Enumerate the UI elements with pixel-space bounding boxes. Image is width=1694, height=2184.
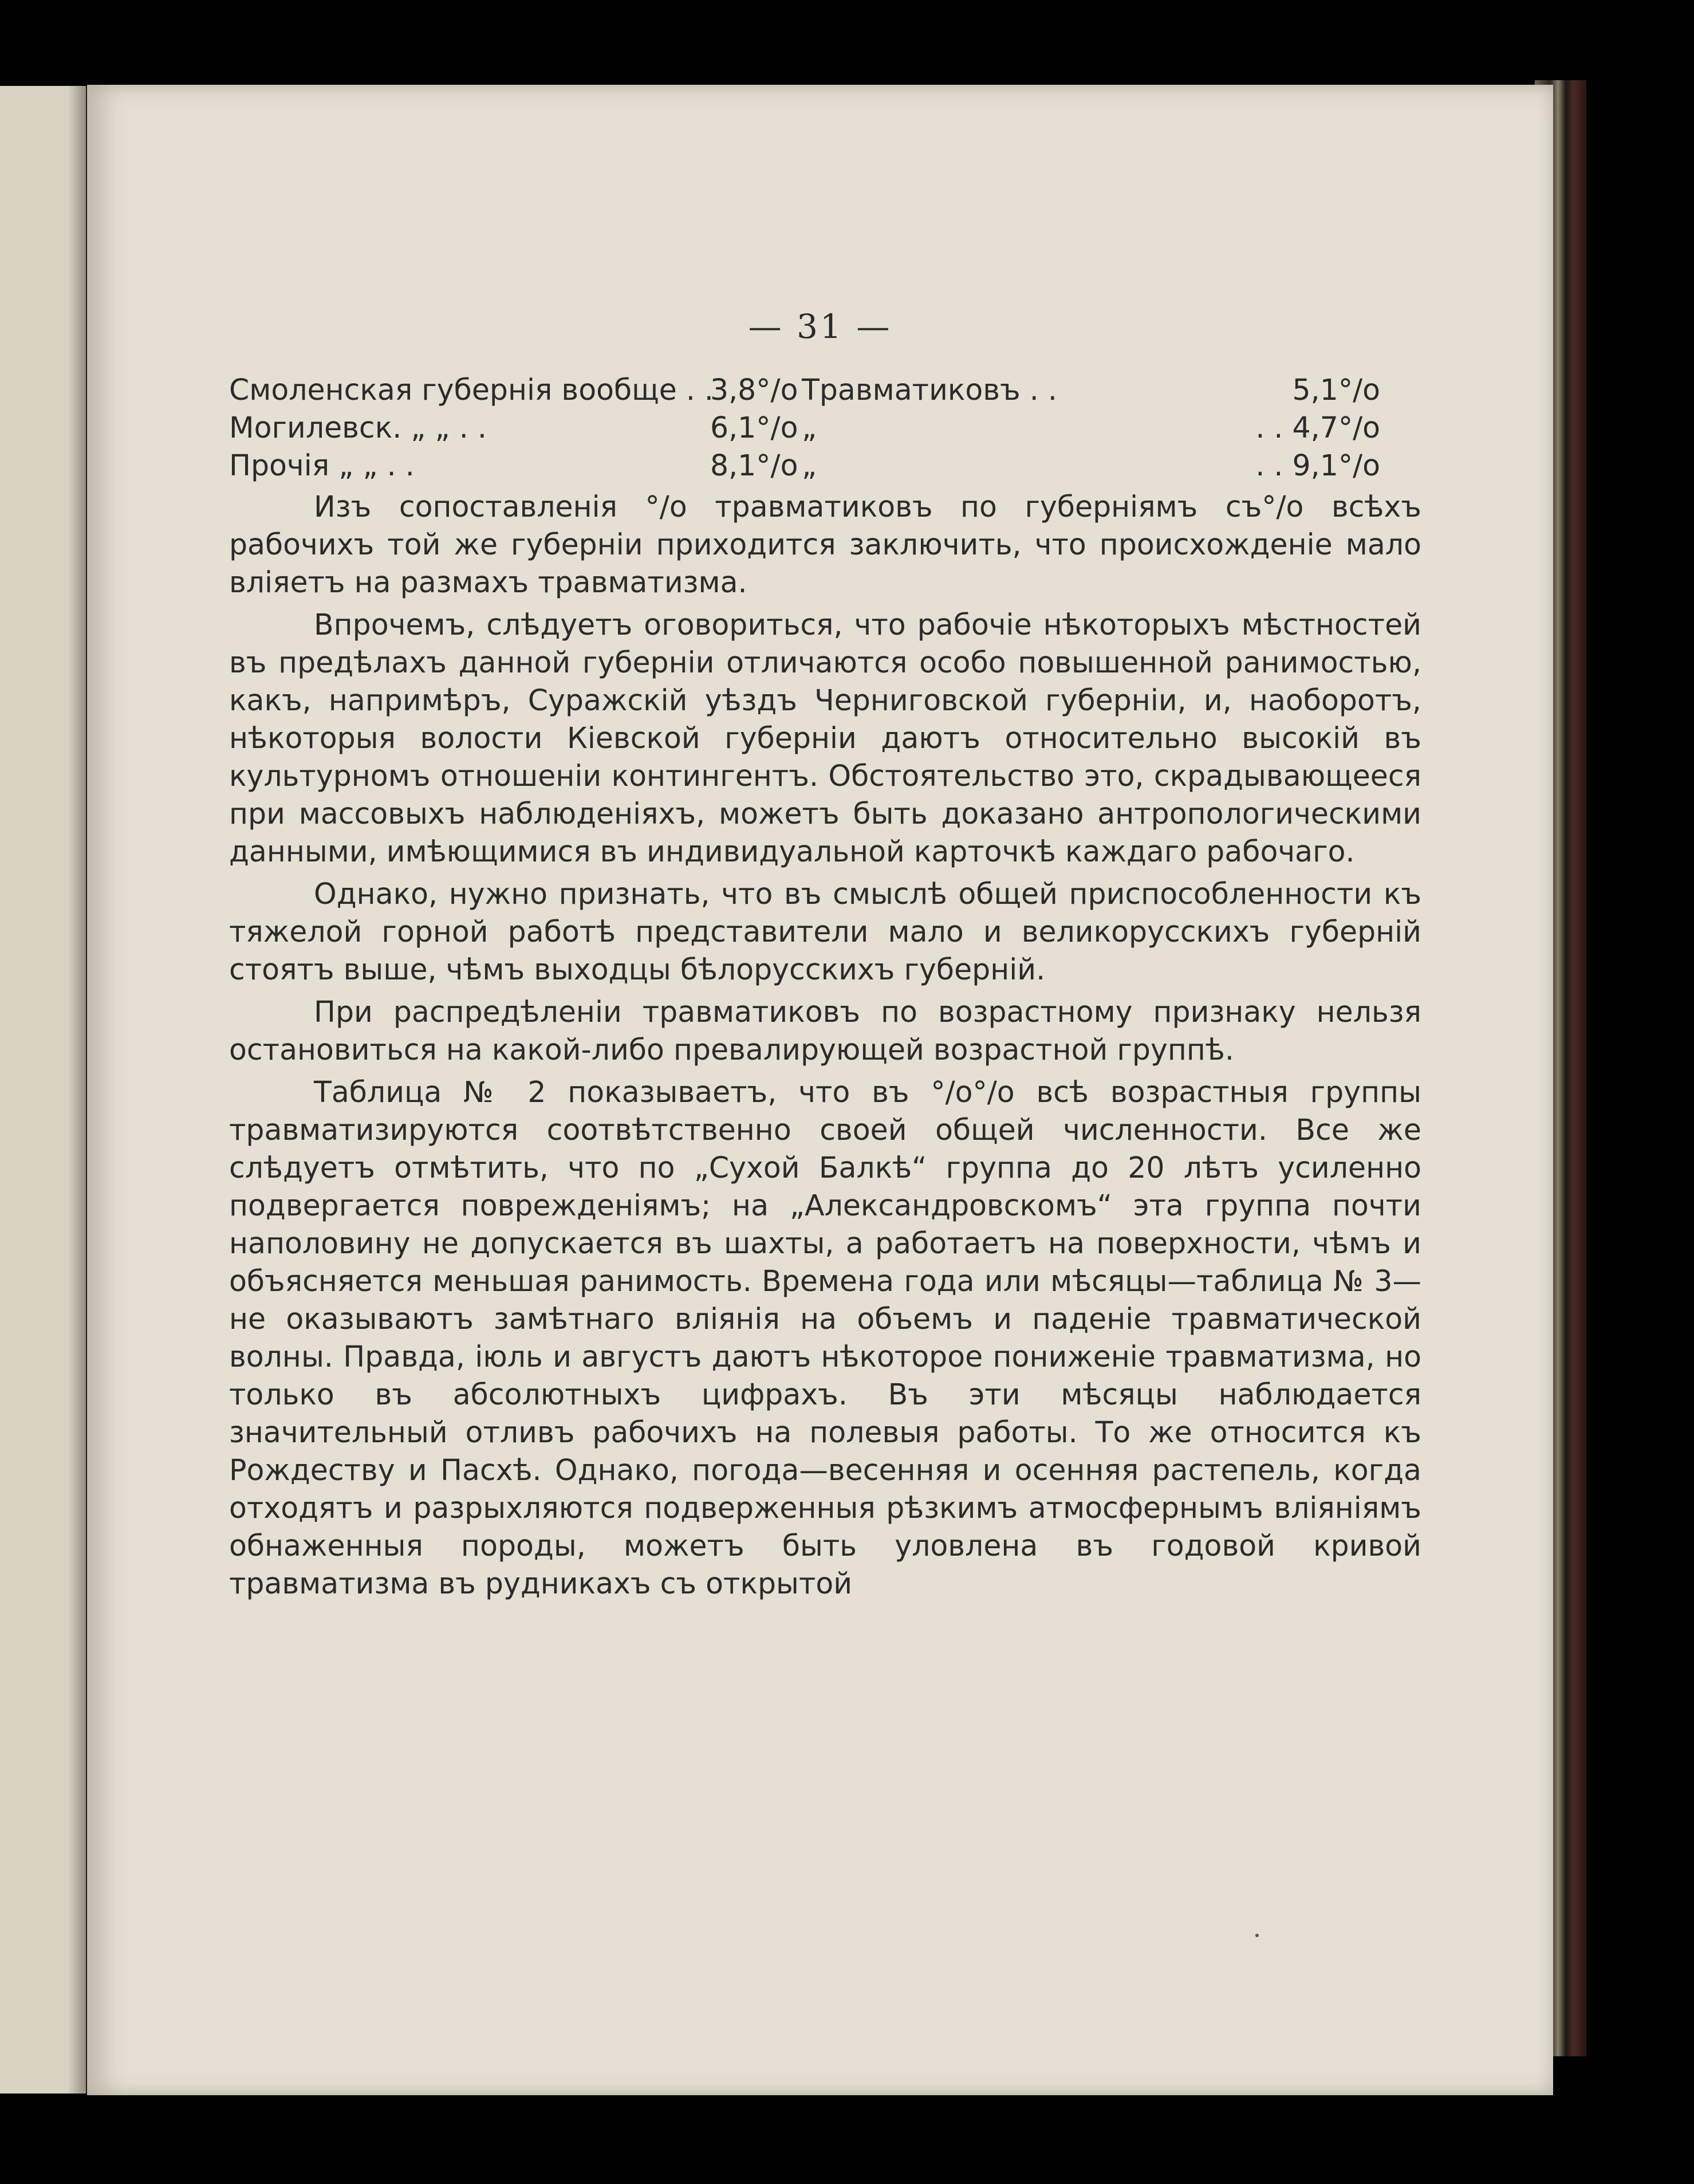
stat-value-share: 8,1°/o xyxy=(710,448,798,482)
stat-label: Прочія „ „ . . xyxy=(229,448,415,482)
page-number: — 31 — xyxy=(748,307,892,346)
stat-value-share: 6,1°/o xyxy=(710,411,798,444)
paragraph: При распредѣленіи травматиковъ по возрастному признаку нельзя остановиться на какой-либо превалирующей возрастной группѣ. xyxy=(229,995,1421,1067)
paragraph: Таблица № 2 показываетъ, что въ °/o°/o всѣ возрастныя группы травматизируются соотвѣтственно своей общей численности. Все же слѣдуетъ отмѣтить, что по „Сухой Балкѣ“ группа до 20 лѣтъ усиленно подвергается поврежденіямъ; на „Александровскомъ“ эта группа почти наполовину не допускается въ шахты, а работаетъ на поверхности, чѣмъ и объясняется меньшая ранимость. Времена года или мѣсяцы—таблица № 3—не оказываютъ замѣтнаго вліянія на объемъ и паденіе травматической волны. Правда, іюль и августъ даютъ нѣкоторое пониженіе травматизма, но только въ абсолютныхъ цифрахъ. Въ эти мѣсяцы наблюдается значительный отливъ рабочихъ на полевыя работы. То же относится къ Рождеству и Пасхѣ. Однако, погода—весенняя и осенняя растепель, когда отходятъ и разрыхляются подверженныя рѣзкимъ атмосфернымъ вліяніямъ обнаженныя породы, можетъ быть уловлена въ годовой кривой травматизма въ рудникахъ съ открытой xyxy=(229,1075,1421,1600)
stat-row xyxy=(229,409,1421,447)
stat-label: Смоленская губернія вообще . . xyxy=(229,373,714,407)
stat-value-traumatics: 5,1°/o xyxy=(1292,373,1380,407)
book-page xyxy=(87,85,1553,2095)
stat-row xyxy=(229,447,1421,485)
page-body xyxy=(229,371,1421,1607)
stat-mid: Травматиковъ . . xyxy=(802,373,1057,407)
stat-label: Могилевск. „ „ . . xyxy=(229,411,487,444)
stat-mid: „ xyxy=(802,448,817,482)
stat-row xyxy=(229,371,1421,409)
paragraph: Впрочемъ, слѣдуетъ оговориться, что рабочіе нѣкоторыхъ мѣстностей въ предѣлахъ данной губерніи отличаются особо повышенной ранимостью, какъ, напримѣръ, Суражскій уѣздъ Черниговской губерніи, и, наоборотъ, нѣкоторыя волости Кіевской губерніи даютъ относительно высокій въ культурномъ отношеніи контингентъ. Обстоятельство это, скрадывающееся при массовыхъ наблюденіяхъ, можетъ быть доказано антропологическими данными, имѣющимися въ индивидуальной карточкѣ каждаго рабочаго. xyxy=(229,608,1421,868)
stat-mid: „ xyxy=(802,411,817,444)
stat-value-traumatics: . . 4,7°/o xyxy=(1255,411,1380,444)
stat-value-share: 3,8°/o xyxy=(710,373,798,407)
paragraph: Изъ сопоставленія °/o травматиковъ по губерніямъ съ°/o всѣхъ рабочихъ той же губерніи приходится заключить, что происхожденіе мало вліяетъ на размахъ травматизма. xyxy=(229,490,1421,599)
paper-speck xyxy=(1255,1934,1259,1937)
stat-value-traumatics: . . 9,1°/o xyxy=(1255,448,1380,482)
paragraph: Однако, нужно признать, что въ смыслѣ общей приспособленности къ тяжелой горной работѣ представители мало и великорусскихъ губерній стоятъ выше, чѣмъ выходцы бѣлорусскихъ губерній. xyxy=(229,877,1421,986)
